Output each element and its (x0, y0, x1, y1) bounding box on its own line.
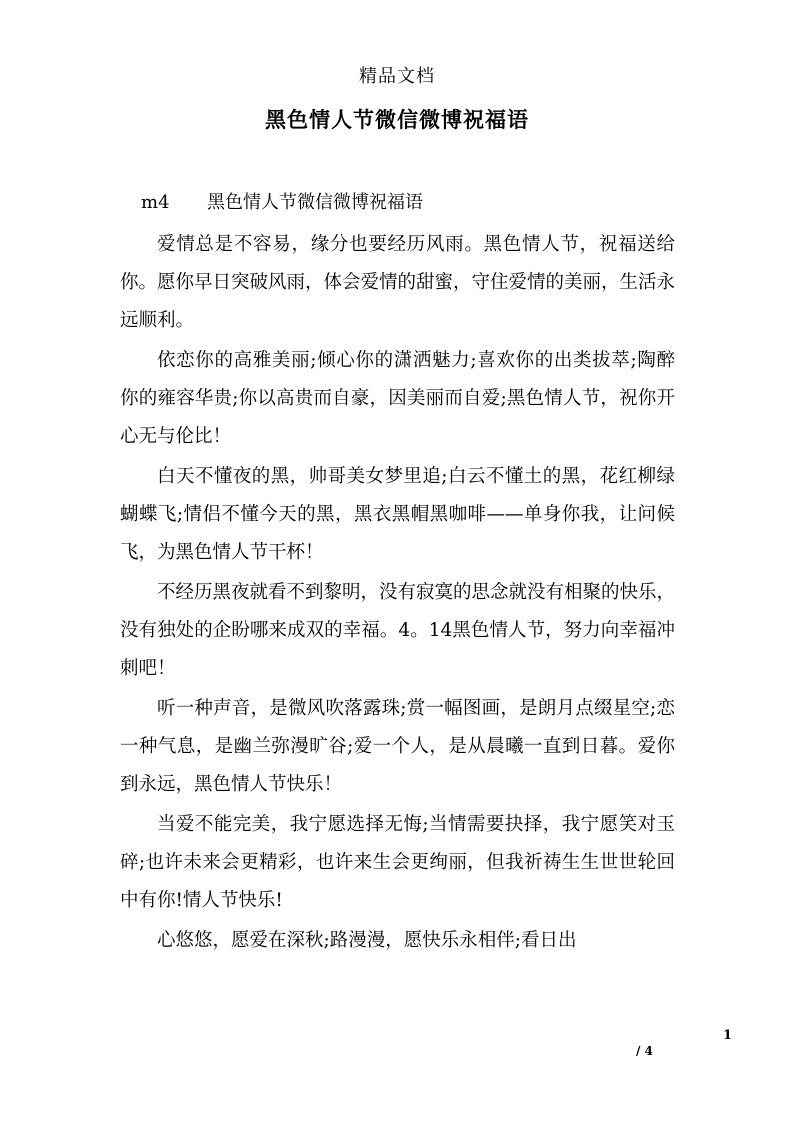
paragraph-4: 不经历黑夜就看不到黎明，没有寂寞的思念就没有相聚的快乐，没有独处的企盼哪来成双的幸福。4。14黑色情人节，努力向幸福冲刺吧！ (120, 582, 676, 679)
paragraph-3: 白天不懂夜的黑，帅哥美女梦里追;白云不懂土的黑，花红柳绿蝴蝶飞;情侣不懂今天的黑，黑衣黑帽黑咖啡——单身你我，让问候飞，为黑色情人节干杯！ (120, 466, 675, 563)
paragraph-2: 依恋你的高雅美丽;倾心你的潇洒魅力;喜欢你的出类拔萃;陶醉你的雍容华贵;你以高贵而自豪，因美丽而自爱;黑色情人节，祝你开心无与伦比！ (120, 350, 675, 447)
page-total: / 4 (636, 1044, 653, 1058)
paragraph-7: 心悠悠，愿爱在深秋;路漫漫，愿快乐永相伴;看日出 (157, 930, 577, 951)
document-title: 黑色情人节微信微博祝福语 (265, 107, 529, 132)
paragraph-5: 听一种声音，是微风吹落露珠;赏一幅图画，是朗月点缀星空;恋一种气息，是幽兰弥漫旷谷;爱一个人，是从晨曦一直到日暮。爱你到永远，黑色情人节快乐！ (120, 698, 675, 795)
paragraph-1: 爱情总是不容易，缘分也要经历风雨。黑色情人节，祝福送给你。愿你早日突破风雨，体会爱情的甜蜜，守住爱情的美丽，生活永远顺利。 (120, 234, 676, 331)
paragraph-6: 当爱不能完美，我宁愿选择无悔;当情需要抉择，我宁愿笑对玉碎;也许未来会更精彩，也许来生会更绚丽，但我祈祷生生世世轮回中有你!情人节快乐! (120, 814, 675, 911)
subtitle-text: 黑色情人节微信微博祝福语 (207, 192, 423, 213)
document-subtitle (141, 188, 423, 214)
page-number: 1 (723, 1028, 733, 1043)
document-body (120, 226, 675, 962)
document-header: 精品文档 (359, 66, 435, 87)
subtitle-code: m4 (141, 192, 170, 213)
